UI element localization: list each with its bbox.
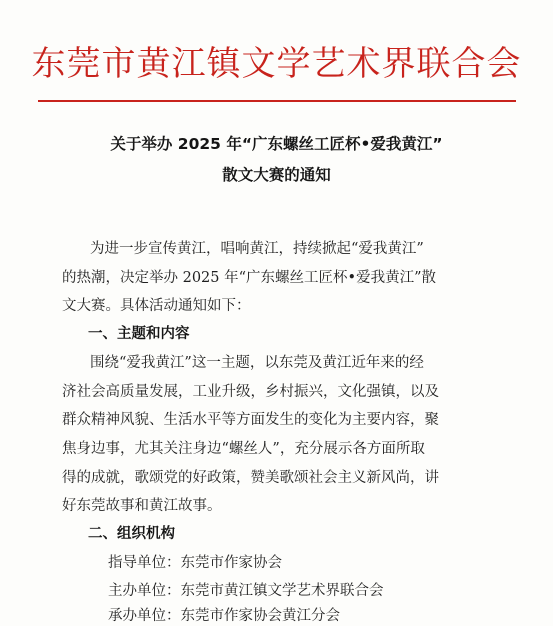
org-guidance-unit: 指导单位：东莞市作家协会 [108, 555, 282, 571]
section-1-line: 得的成就，歌颂党的好政策，赞美歌颂社会主义新风尚，讲 [62, 470, 439, 486]
intro-line: 为进一步宣传黄江，唱响黄江，持续掀起“爱我黄江” [90, 241, 424, 257]
intro-line: 文大赛。具体活动通知如下： [62, 298, 251, 314]
notice-title-line-1: 关于举办 2025 年“广东螺丝工匠杯•爱我黄江” [110, 135, 443, 153]
letterhead-title: 东莞市黄江镇文学艺术界联合会 [31, 44, 522, 84]
section-1-line: 焦身边事，尤其关注身边“螺丝人”，充分展示各方面所取 [62, 441, 425, 457]
section-1-line: 围绕“爱我黄江”这一主题，以东莞及黄江近年来的经 [90, 355, 424, 371]
org-organizer-unit: 承办单位：东莞市作家协会黄江分会 [108, 608, 340, 624]
red-divider-line [38, 100, 516, 102]
section-2-heading: 二、组织机构 [88, 526, 175, 542]
section-1-line: 群众精神风貌、生活水平等方面发生的变化为主要内容，聚 [62, 412, 439, 428]
intro-line: 的热潮，决定举办 2025 年“广东螺丝工匠杯•爱我黄江”散 [62, 270, 436, 286]
section-1-heading: 一、主题和内容 [88, 326, 190, 342]
notice-title-line-2: 散文大赛的通知 [222, 166, 331, 184]
org-host-unit: 主办单位：东莞市黄江镇文学艺术界联合会 [108, 583, 384, 599]
section-1-line: 好东莞故事和黄江故事。 [62, 498, 222, 514]
section-1-line: 济社会高质量发展，工业升级，乡村振兴，文化强镇，以及 [62, 384, 439, 400]
